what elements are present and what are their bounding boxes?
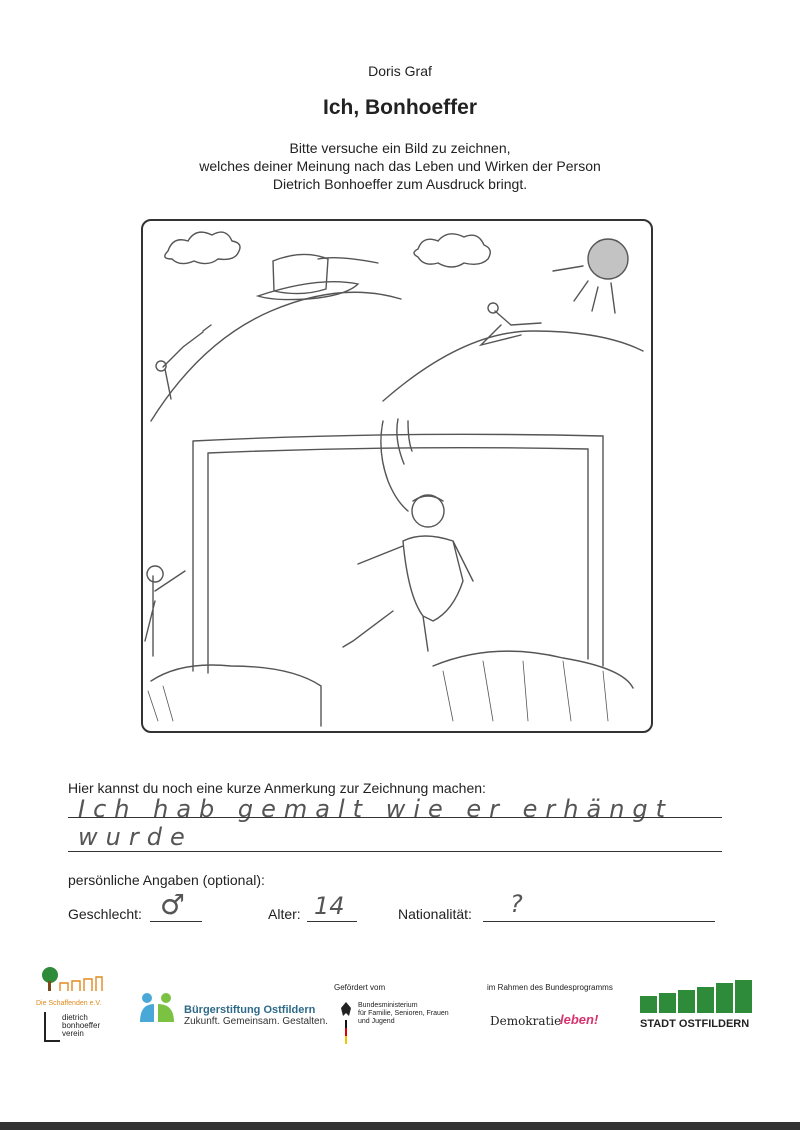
cloud-left xyxy=(165,232,240,263)
dbv-line-1: dietrich xyxy=(62,1013,88,1022)
age-value: 14 xyxy=(314,892,345,920)
leben-text: leben! xyxy=(560,1012,599,1027)
buergerstiftung-title: Bürgerstiftung Ostfildern xyxy=(184,1004,316,1016)
nationality-value: ? xyxy=(510,890,523,918)
dbv-line-2: bonhoeffer xyxy=(62,1021,101,1030)
page-title: Ich, Bonhoeffer xyxy=(322,96,477,119)
nationality-line xyxy=(483,921,715,922)
annotation-line-1 xyxy=(68,817,722,818)
cloud-right xyxy=(414,234,490,267)
pencil-drawing xyxy=(143,221,651,731)
gender-value: ♂ xyxy=(160,888,186,921)
instruction-line-2: welches deiner Meinung nach das Leben und Wirken der Person xyxy=(199,158,601,174)
stadt-bars-icon xyxy=(640,978,755,1014)
stadt-text: STADT OSTFILDERN xyxy=(640,1018,750,1030)
rahmen-text: im Rahmen des Bundesprogramms xyxy=(487,983,613,992)
sun xyxy=(588,239,628,279)
rope xyxy=(381,419,412,511)
nationality-label: Nationalität: xyxy=(398,906,472,922)
gefoerdert-text: Gefördert vom xyxy=(334,983,386,992)
annotation-prompt: Hier kannst du noch eine kurze Anmerkung zur Zeichnung machen: xyxy=(68,780,486,796)
age-line xyxy=(307,921,357,922)
figure-right xyxy=(481,303,541,345)
head xyxy=(412,495,444,527)
mound-left xyxy=(151,651,633,726)
bmfsfj-line-2: für Familie, Senioren, Frauen xyxy=(358,1010,449,1017)
author-name: Doris Graf xyxy=(368,63,432,79)
bmfsfj-line-3: und Jugend xyxy=(358,1018,395,1025)
annotation-line-2 xyxy=(68,851,722,852)
schaffenden-text: Die Schaffenden e.V. xyxy=(36,1000,102,1007)
figure-left xyxy=(156,325,211,399)
people-icon xyxy=(138,992,178,1024)
dbv-mark xyxy=(44,1012,60,1042)
drawing-frame xyxy=(141,219,653,733)
body xyxy=(343,536,473,651)
hill-right xyxy=(383,331,643,401)
annotation-handwritten: Ich hab gemalt wie er erhängt wurde xyxy=(78,795,674,851)
age-label: Alter: xyxy=(268,906,301,922)
gender-line xyxy=(150,921,202,922)
person-left xyxy=(145,566,185,656)
demokratie-text: Demokratie xyxy=(490,1014,562,1028)
bmfsfj-line-1: Bundesministerium xyxy=(358,1002,418,1009)
instruction-line-3: Dietrich Bonhoeffer zum Ausdruck bringt. xyxy=(272,176,528,192)
gender-label: Geschlecht: xyxy=(68,906,142,922)
tree-icon xyxy=(36,965,106,997)
instruction-line-1: Bitte versuche ein Bild zu zeichnen, xyxy=(289,140,511,156)
gallows xyxy=(193,434,603,673)
dbv-line-3: verein xyxy=(62,1029,84,1038)
buergerstiftung-sub: Zukunft. Gemeinsam. Gestalten. xyxy=(184,1016,328,1027)
personal-heading: persönliche Angaben (optional): xyxy=(68,872,265,888)
eagle-icon xyxy=(336,1000,356,1046)
hill-left xyxy=(151,292,401,421)
scan-edge xyxy=(0,1122,800,1130)
